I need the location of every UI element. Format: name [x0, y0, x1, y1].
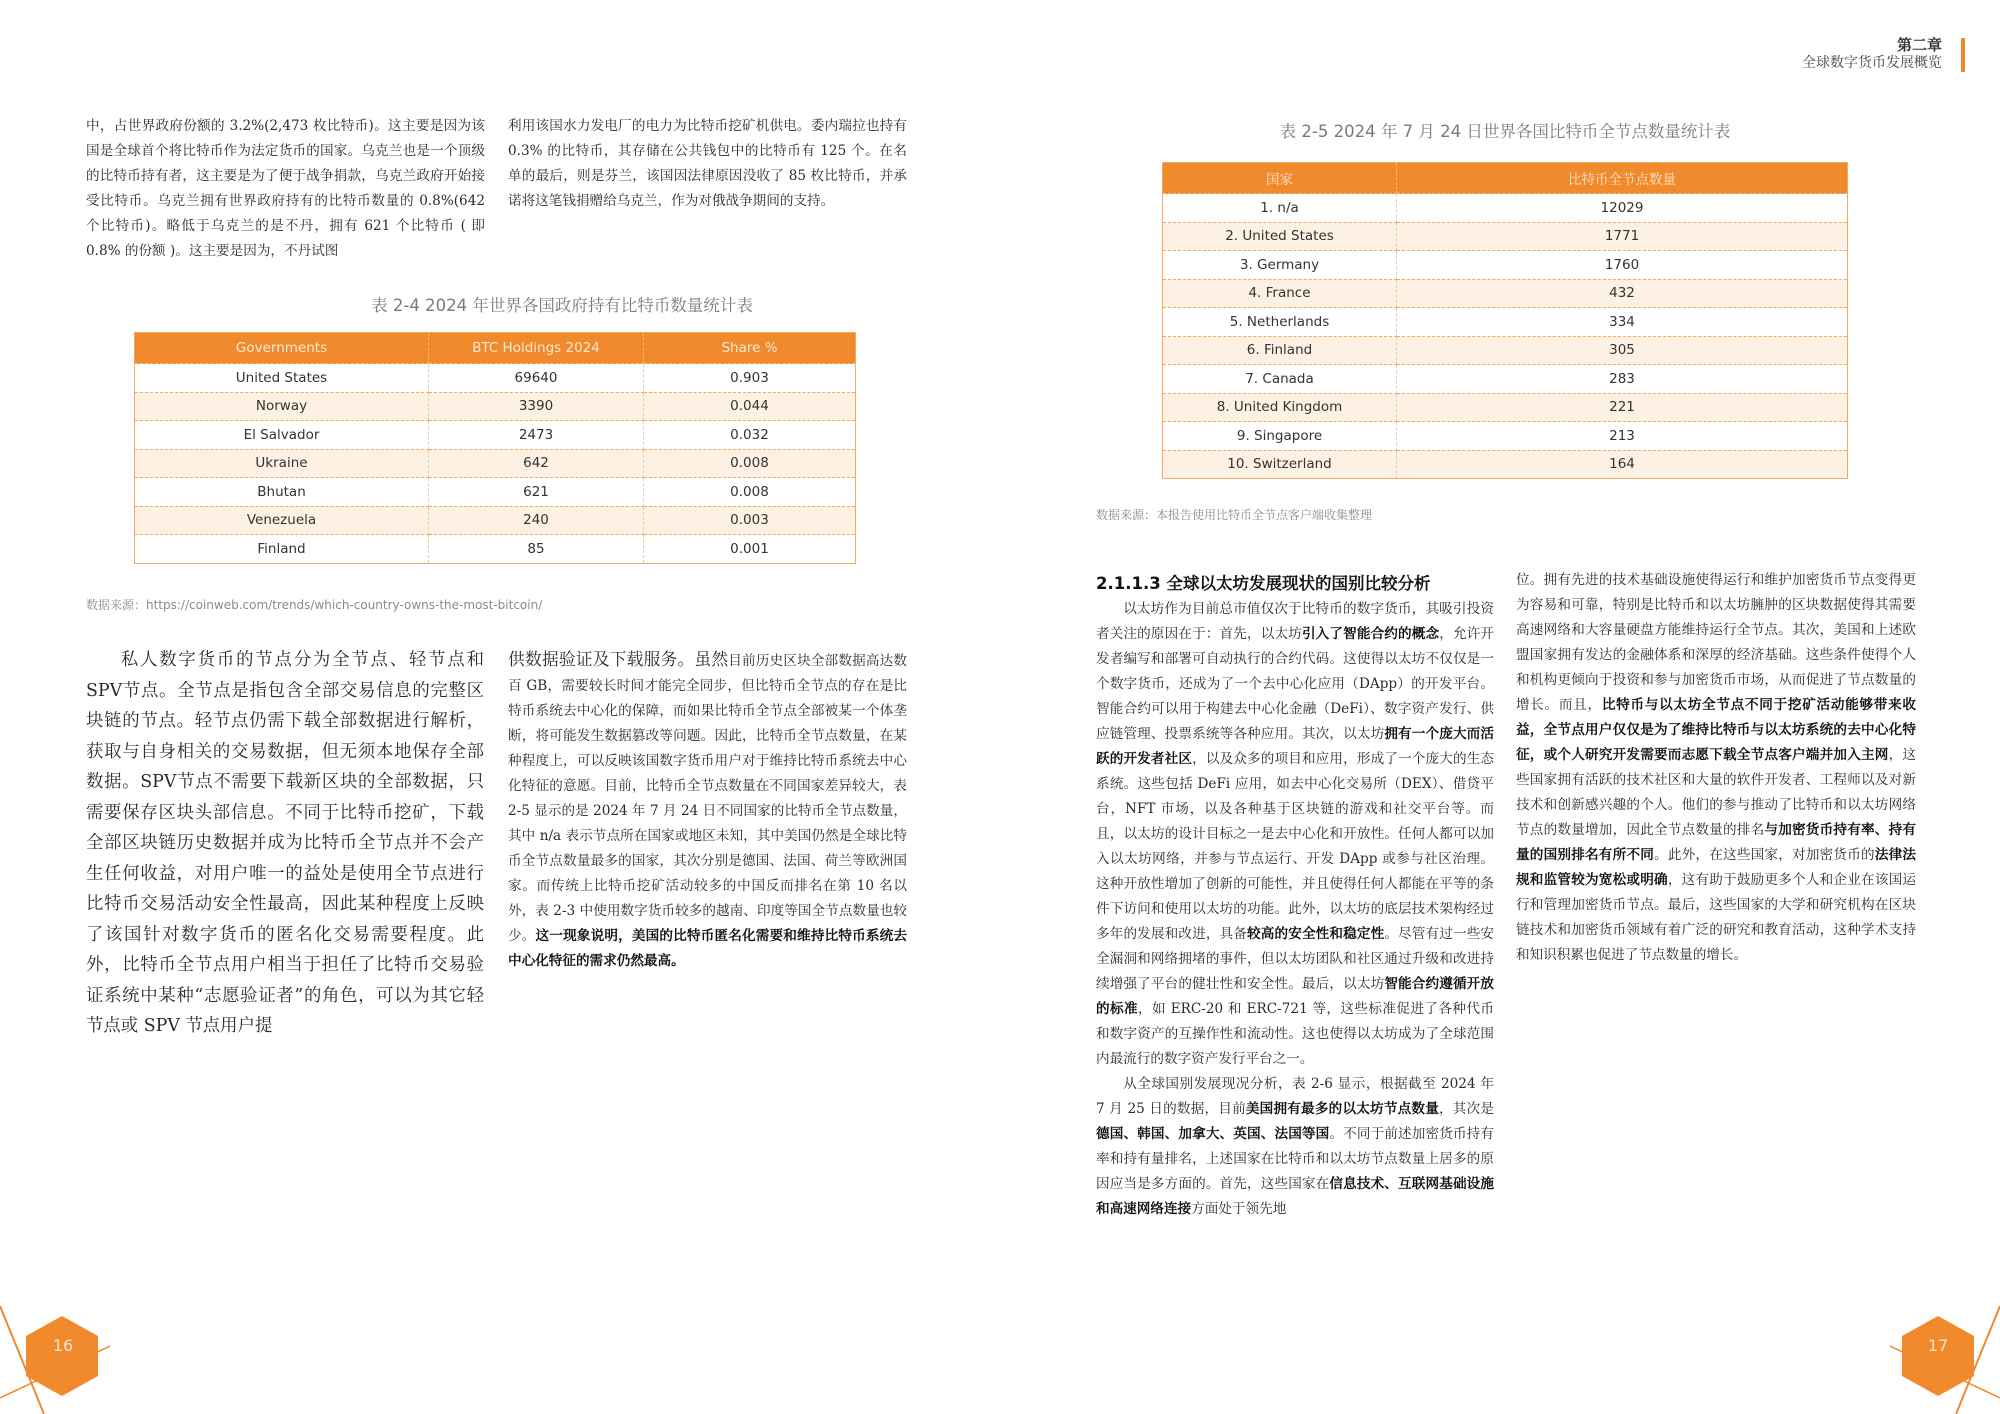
text-run: ，允许开发者编写和部署可自动执行的合约代码。这使得以太坊不仅仅是一个数字货币，还成为了一个去中心化应用（DApp）的开发平台。智能合约可以用于构建去中心化金融（DeFi）、数字资产发行、供应链管理、投票系统等各种应用。其次，以太坊 [1096, 626, 1495, 742]
col-header-governments: Governments [135, 333, 429, 364]
cell-country: 8. United Kingdom [1163, 393, 1397, 422]
table-header-row [1163, 163, 1848, 194]
table-row [135, 392, 856, 421]
cell-share: 0.001 [644, 535, 856, 564]
cell-country: 6. Finland [1163, 336, 1397, 365]
col-header-share: Share % [644, 333, 856, 364]
cell-country: 3. Germany [1163, 251, 1397, 280]
intro-column-1: 中，占世界政府份额的 3.2%(2,473 枚比特币)。这主要是因为该国是全球首个将比特币作为法定货币的国家。乌克兰也是一个顶级的比特币持有者，这主要是为了便于战争捐款，乌克兰政府开始接受比特币。乌克兰拥有世界政府持有的比特币数量的 0.8%(642 个比特币)。略低于乌克兰的是不丹，拥有 621 个比特币 ( 即 0.8% 的份额 )。这主要是因为，不丹试图 [86, 118, 485, 259]
cell-country: Ukraine [135, 449, 429, 478]
text-run: ，其次是 [1439, 1101, 1494, 1117]
table-row [1163, 393, 1848, 422]
cell-country: Venezuela [135, 506, 429, 535]
table-2-5-source: 数据来源：本报告使用比特币全节点客户端收集整理 [1096, 508, 1373, 522]
table-2-5 [1162, 162, 1848, 479]
body-column-2 [508, 647, 907, 974]
bold-run: 拥有一个庞大而活跃的开发者社区 [1096, 726, 1495, 767]
cell-nodes: 164 [1397, 450, 1848, 479]
text-run: 。尽管有过一些安全漏洞和网络拥堵的事件，但以太坊团队和社区通过升级和改进持续增强了平台的健壮性和安全性。最后，以太坊 [1096, 926, 1495, 992]
cell-nodes: 432 [1397, 279, 1848, 308]
cell-share: 0.003 [644, 506, 856, 535]
table-row [135, 421, 856, 450]
table-row [1163, 279, 1848, 308]
cell-country: 9. Singapore [1163, 422, 1397, 451]
cell-holdings: 85 [429, 535, 644, 564]
text-run: 方面处于领先地 [1191, 1201, 1287, 1217]
page-number-17: 17 [1927, 1336, 1949, 1355]
text-run: ，以及众多的项目和应用，形成了一个庞大的生态系统。这些包括 DeFi 应用，如去中心化交易所（DEX）、借贷平台，NFT 市场，以及各种基于区块链的游戏和社交平台等。而且，以太坊的设计目标之一是去中心化和开放性。任何人都可以加入以太坊网络，并参与节点运行、开发 DApp 或参与社区治理。这种开放性增加了创新的可能性，并且使得任何人都能在平等的条件下访问和使用以太坊的功能。此外，以太坊的底层技术架构经过多年的发展和改进，具备 [1096, 751, 1495, 942]
table-row [135, 364, 856, 393]
cell-share: 0.008 [644, 478, 856, 507]
table-row [1163, 450, 1848, 479]
intro-column-2: 利用该国水力发电厂的电力为比特币挖矿机供电。委内瑞拉也持有 0.3% 的比特币，其存储在公共钱包中的比特币有 125 个。在名单的最后，则是芬兰，该国因法律原因没收了 85 枚比特币，并承诺将这笔钱捐赠给乌克兰，作为对俄战争期间的支持。 [508, 118, 907, 209]
bold-run: 与加密货币持有率、持有量的国别排名有所不同 [1516, 822, 1917, 863]
cell-country: Finland [135, 535, 429, 564]
cell-share: 0.903 [644, 364, 856, 393]
text-run: 从全球国别发展现况分析，表 2-6 显示，根据截至 2024 年 7 月 25 日的数据，目前 [1096, 1076, 1494, 1117]
table-row [1163, 308, 1848, 337]
paragraph [1096, 597, 1494, 1072]
cell-holdings: 69640 [429, 364, 644, 393]
cell-share: 0.032 [644, 421, 856, 450]
ethereum-column-1 [1096, 597, 1494, 1222]
chapter-header [1802, 36, 1942, 72]
table-2-4 [134, 332, 856, 564]
table-2-4-source: 数据来源：https://coinweb.com/trends/which-country-owns-the-most-bitcoin/ [86, 598, 543, 612]
bold-run: 比特币与以太坊全节点不同于挖矿活动能够带来收益，全节点用户仅仅是为了维持比特币与以太坊系统的去中心化特征，或个人研究开发需要而志愿下载全节点客户端并加入主网 [1516, 697, 1917, 763]
body-col2-bold: 这一现象说明，美国的比特币匿名化需要和维持比特币系统去中心化特征的需求仍然最高。 [508, 928, 908, 969]
cell-country: 7. Canada [1163, 365, 1397, 394]
cell-holdings: 240 [429, 506, 644, 535]
table-row [1163, 222, 1848, 251]
col-header-node-count: 比特币全节点数量 [1397, 163, 1848, 194]
table-row [1163, 422, 1848, 451]
bold-run: 引入了智能合约的概念 [1301, 626, 1440, 642]
cell-country: 2. United States [1163, 222, 1397, 251]
chapter-title: 全球数字货币发展概览 [1802, 55, 1942, 71]
cell-holdings: 2473 [429, 421, 644, 450]
cell-country: El Salvador [135, 421, 429, 450]
cell-nodes: 12029 [1397, 194, 1848, 223]
text-run: 。不同于前述加密货币持有率和持有量排名，上述国家在比特币和以太坊节点数量上居多的原因应当是多方面的。首先，这些国家在 [1096, 1126, 1495, 1192]
paragraph [1096, 1072, 1494, 1222]
text-run: 以太坊作为目前总市值仅次于比特币的数字货币，其吸引投资者关注的原因在于：首先，以太坊 [1096, 601, 1494, 642]
body-col2-lead: 供数据验证及下载服务。虽然 [508, 649, 729, 669]
cell-country: Norway [135, 392, 429, 421]
table-2-4-caption: 表 2-4 2024 年世界各国政府持有比特币数量统计表 [371, 296, 753, 315]
cell-nodes: 334 [1397, 308, 1848, 337]
body-col2-text: 目前历史区块全部数据高达数百 GB，需要较长时间才能完全同步，但比特币全节点的存在是比特币系统去中心化的保障，而如果比特币全节点全部被某一个体垄断，将可能发生数据篡改等问题。因此，比特币全节点数量，在某种程度上，可以反映该国数字货币用户对于维持比特币系统去中心化特征的意愿。目前，比特币全节点数量在不同国家差异较大，表 2-5 显示的是 2024 年 7 月 24 日不同国家的比特币全节点数量，其中 n/a 表示节点所在国家或地区未知，其中美国仍然是全球比特币全节点数量最多的国家，其次分别是德国、法国、荷兰等欧洲国家。而传统上比特币挖矿活动较多的中国反而排名在第 10 名以外，表 2-3 中使用数字货币较多的越南、印度等国全节点数量也较少。 [508, 653, 907, 944]
cell-holdings: 3390 [429, 392, 644, 421]
col-header-country: 国家 [1163, 163, 1397, 194]
page-corner-right [1890, 1300, 2000, 1414]
bold-run: 德国、韩国、加拿大、英国、法国等国 [1096, 1126, 1330, 1142]
cell-nodes: 213 [1397, 422, 1848, 451]
cell-holdings: 642 [429, 449, 644, 478]
text-run: ，这有助于鼓励更多个人和企业在该国运行和管理加密货币节点。最后，这些国家的大学和研究机构在区块链技术和加密货币领域有着广泛的研究和教育活动，这种学术支持和知识积累也促进了节点数量的增长。 [1516, 872, 1917, 963]
cell-share: 0.008 [644, 449, 856, 478]
ethereum-column-2 [1516, 568, 1916, 968]
page-number-16: 16 [52, 1336, 74, 1355]
header-accent-bar [1961, 38, 1965, 72]
cell-nodes: 221 [1397, 393, 1848, 422]
bold-run: 智能合约遵循开放的标准 [1096, 976, 1495, 1017]
col-header-btc-holdings: BTC Holdings 2024 [429, 333, 644, 364]
table-row [1163, 251, 1848, 280]
table-row [1163, 365, 1848, 394]
cell-country: 4. France [1163, 279, 1397, 308]
bold-run: 美国拥有最多的以太坊节点数量 [1245, 1101, 1440, 1117]
text-run: 。此外，在这些国家，对加密货币的 [1654, 847, 1875, 863]
table-header-row [135, 333, 856, 364]
cell-holdings: 621 [429, 478, 644, 507]
bold-run: 信息技术、互联网基础设施和高速网络连接 [1096, 1176, 1495, 1217]
cell-nodes: 1760 [1397, 251, 1848, 280]
table-row [1163, 194, 1848, 223]
table-row [135, 506, 856, 535]
cell-country: United States [135, 364, 429, 393]
cell-nodes: 1771 [1397, 222, 1848, 251]
cell-country: 5. Netherlands [1163, 308, 1397, 337]
cell-country: Bhutan [135, 478, 429, 507]
table-row [135, 449, 856, 478]
section-heading: 2.1.1.3 全球以太坊发展现状的国别比较分析 [1096, 574, 1431, 593]
cell-share: 0.044 [644, 392, 856, 421]
chapter-label: 第二章 [1896, 36, 1942, 54]
table-row [135, 535, 856, 564]
cell-nodes: 305 [1397, 336, 1848, 365]
bold-run: 法律法规和监管较为宽松或明确 [1516, 847, 1917, 888]
text-run: 位。拥有先进的技术基础设施使得运行和维护加密货币节点变得更为容易和可靠，特别是比特币和以太坊臃肿的区块数据使得其需要高速网络和大容量硬盘方能维持运行全节点。其次，美国和上述欧盟国家拥有发达的金融体系和深厚的经济基础。这些条件使得个人和机构更倾向于投资和参与加密货币市场，从而促进了节点数量的增长。而且， [1516, 572, 1916, 713]
table-row [1163, 336, 1848, 365]
body-column-1: 私人数字货币的节点分为全节点、轻节点和SPV节点。全节点是指包含全部交易信息的完整区块链的节点。轻节点仍需下载全部数据进行解析，获取与自身相关的交易数据，但无须本地保存全部数据。SPV节点不需要下载新区块的全部数据，只需要保存区块头部信息。不同于比特币挖矿，下载全部区块链历史数据并成为比特币全节点并不会产生任何收益，对用户唯一的益处是使用全节点进行比特币交易活动安全性最高，因此某种程度上反映了该国针对数字货币的匿名化交易需要程度。此外，比特币全节点用户相当于担任了比特币交易验证系统中某种“志愿验证者”的角色，可以为其它轻节点或 SPV 节点用户提 [86, 650, 484, 1036]
bold-run: 较高的安全性和稳定性 [1247, 926, 1385, 942]
table-row [135, 478, 856, 507]
page-corner-left [0, 1300, 110, 1414]
text-run: ，如 ERC-20 和 ERC-721 等，这些标准促进了各种代币和数字资产的互操作性和流动性。这也使得以太坊成为了全球范围内最流行的数字资产发行平台之一。 [1096, 1001, 1494, 1067]
cell-country: 10. Switzerland [1163, 450, 1397, 479]
cell-nodes: 283 [1397, 365, 1848, 394]
table-2-5-caption: 表 2-5 2024 年 7 月 24 日世界各国比特币全节点数量统计表 [1279, 122, 1731, 141]
cell-country: 1. n/a [1163, 194, 1397, 223]
text-run: ，这些国家拥有活跃的技术社区和大量的软件开发者、工程师以及对新技术和创新感兴趣的个人。他们的参与推动了比特币和以太坊网络节点的数量增加，因此全节点数量的排名 [1516, 747, 1917, 838]
